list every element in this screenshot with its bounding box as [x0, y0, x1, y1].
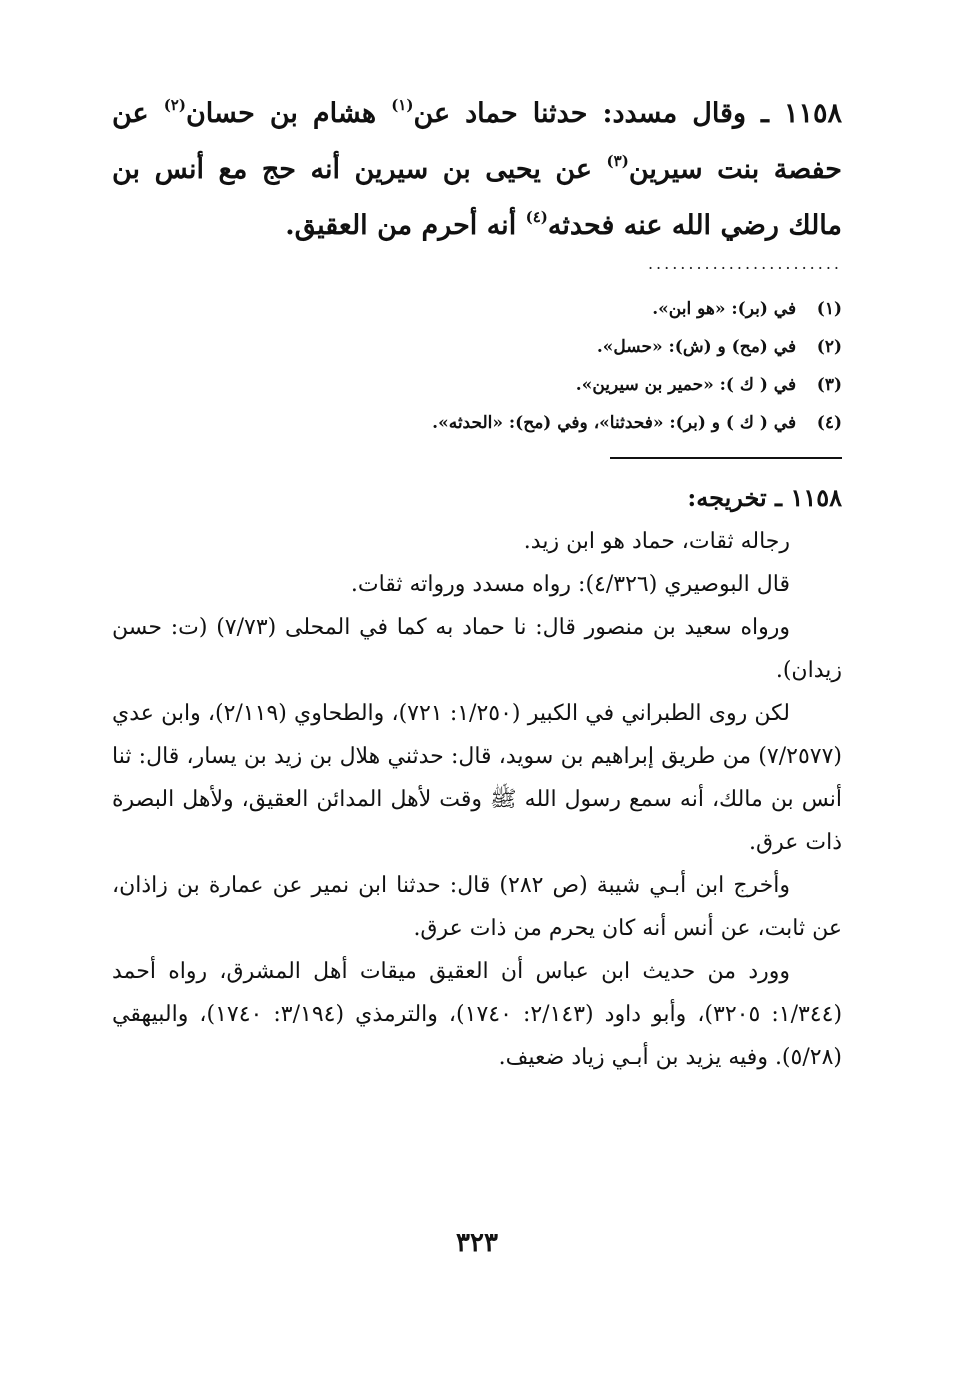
- page-number: ٣٢٣: [456, 1228, 498, 1258]
- hadith-text-part-1: وقال مسدد: حدثنا حماد عن: [413, 98, 746, 129]
- takhrij-paragraph: ورواه سعيد بن منصور قال: نا حماد به كما في المحلى (٧/٧٣) (ت: حسن زيدان).: [112, 615, 842, 683]
- footnote-text: في (مح) و (ش): «حسل».: [596, 337, 797, 357]
- hadith-text: [112, 86, 842, 254]
- footnote-ref-1: (١): [391, 96, 414, 114]
- section-divider: [610, 457, 842, 459]
- footnote-item: [112, 290, 842, 328]
- hadith-text-part-4: عن يحيى بن سيرين أنه حج مع أنس بن مالك رضي الله عنه فحدثه: [112, 154, 842, 241]
- footnote-ref-4: (٤): [525, 208, 548, 226]
- footnote-separator-dots: ........................: [647, 254, 842, 273]
- hadith-text-part-2: هشام بن حسان: [185, 98, 392, 129]
- takhrij-paragraph: قال البوصيري (٤/٣٢٦): رواه مسدد ورواته ثقات.: [350, 572, 790, 597]
- takhrij-paragraph: لكن روى الطبراني في الكبير (١/٢٥٠: ٧٢١)، والطحاوي (٢/١١٩)، وابن عدي (٧/٢٥٧٧) من طريق إبراهيم بن سويد، قال: حدثني هلال بن زيد بن يسار، قال: ثنا أنس بن مالك، أنه سمع رسول الله ﷺ وقت لأهل المدائن العقيق، ولأهل البصرة ذات عرق.: [112, 701, 842, 855]
- footnote-item: [112, 404, 842, 442]
- footnote-number: (٢): [816, 337, 842, 357]
- takhrij-body: [112, 520, 842, 1079]
- hadith-text-part-5: أنه أحرم من العقيق.: [285, 210, 526, 241]
- footnote-number: (٤): [816, 413, 842, 433]
- footnote-item: [112, 366, 842, 404]
- footnote-number: (٣): [816, 375, 842, 395]
- footnote-text: في (بر): «هو ابن».: [652, 299, 797, 319]
- hadith-dash: ـ: [761, 98, 769, 129]
- footnotes: [112, 290, 842, 442]
- footnote-text: في ( ك ) و (بر): «فحدثنا»، وفي (مح): «الحدثه».: [432, 413, 797, 433]
- footnote-text: في ( ك ): «حمير بن سيرين».: [575, 375, 797, 395]
- hadith-number: ١١٥٨: [783, 98, 842, 129]
- footnote-ref-2: (٢): [163, 96, 186, 114]
- takhrij-paragraph: وأخرج ابن أبـي شيبة (ص ٢٨٢) قال: حدثنا ابن نمير عن عمارة بن زاذان، عن ثابت، عن أنس أنه كان يحرم من ذات عرق.: [112, 873, 842, 941]
- takhrij-heading: ١١٥٨ ـ تخريجه:: [687, 483, 842, 512]
- hadith-text-part-3: عن حفصة بنت سيرين: [112, 98, 842, 185]
- takhrij-paragraph: رجاله ثقات، حماد هو ابن زيد.: [523, 529, 790, 554]
- footnote-item: [112, 328, 842, 366]
- footnote-ref-3: (٣): [606, 152, 629, 170]
- takhrij-paragraph: وورد من حديث ابن عباس أن العقيق ميقات أهل المشرق، رواه أحمد (١/٣٤٤: ٣٢٠٥)، وأبو داود (٢/١٤٣: ١٧٤٠)، والترمذي (٣/١٩٤: ١٧٤٠)، والبيهقي (٥/٢٨). وفيه يزيد بن أبـي زياد ضعيف.: [112, 959, 843, 1070]
- footnote-number: (١): [816, 299, 842, 319]
